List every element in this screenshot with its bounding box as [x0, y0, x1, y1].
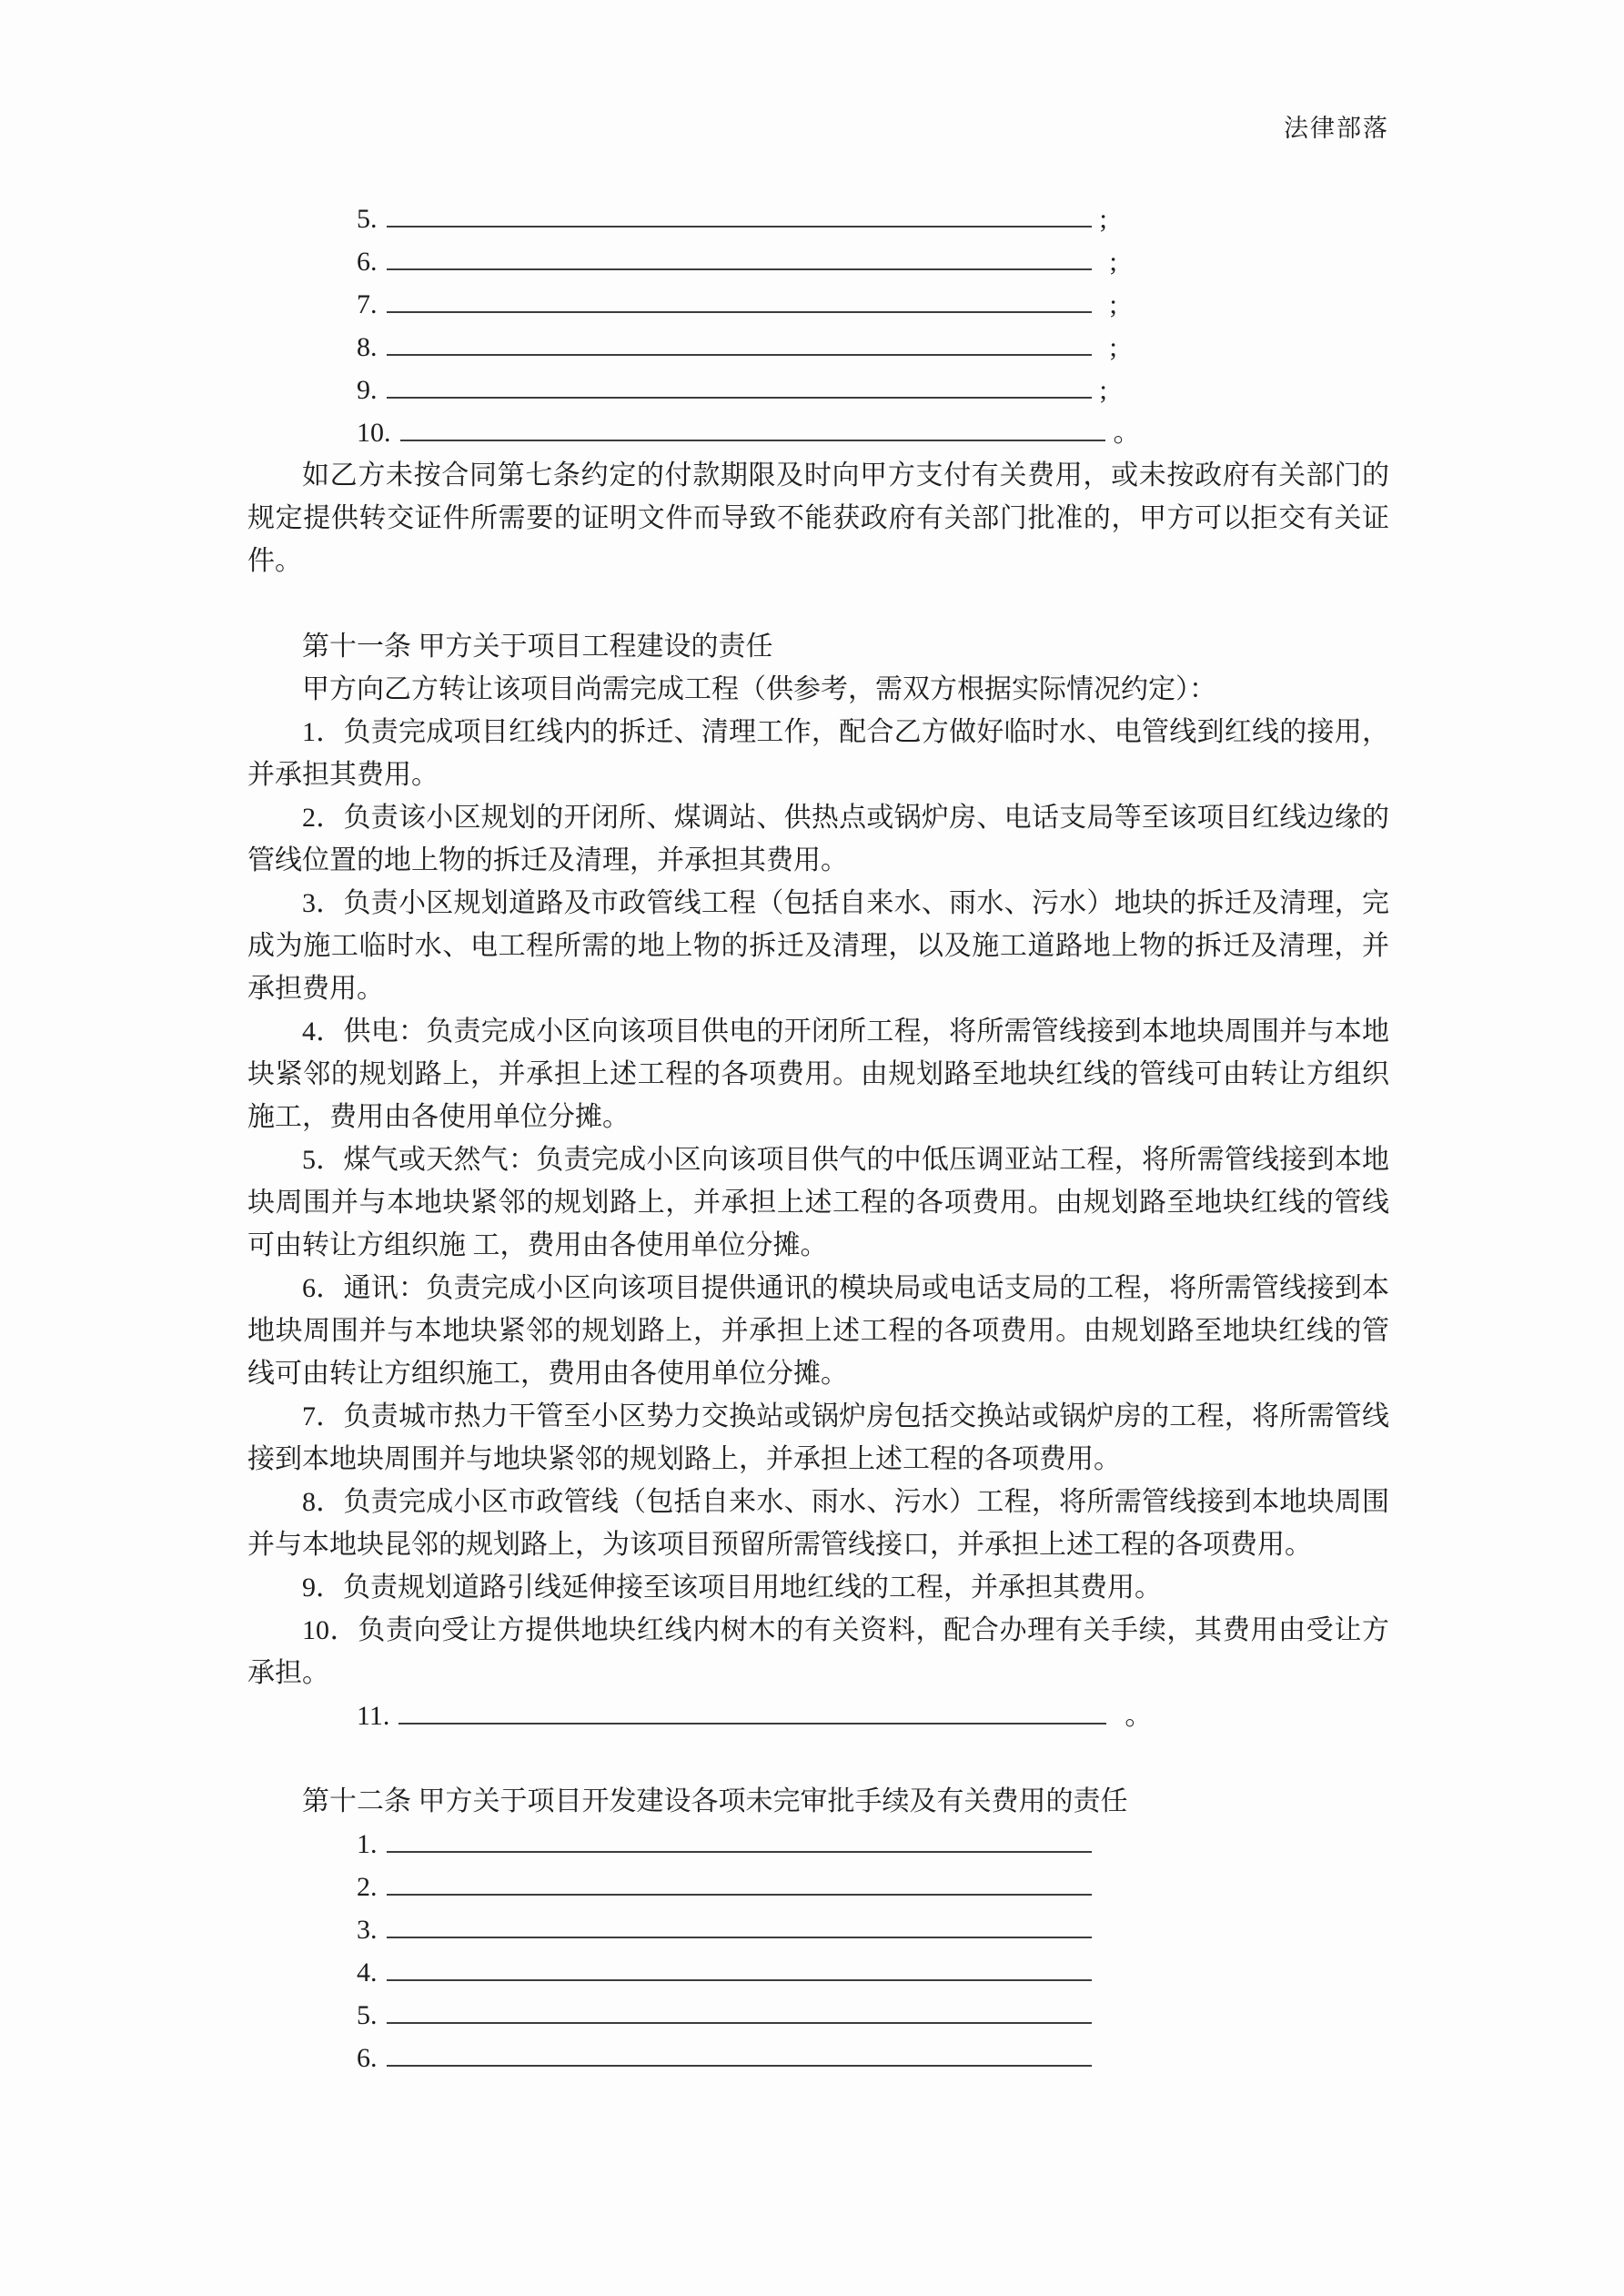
article11-item-7: 7．负责城市热力干管至小区势力交换站或锅炉房包括交换站或锅炉房的工程，将所需管线接到本地块周围并与地块紧邻的规划路上，并承担上述工程的各项费用。 — [247, 1401, 1389, 1474]
blank-number: 6. — [357, 247, 378, 277]
brand-label: 法律部落 — [1284, 115, 1389, 142]
article11-item-6: 6．通讯：负责完成小区向该项目提供通讯的模块局或电话支局的工程，将所需管线接到本地块周围并与本地块紧邻的规划路上，并承担上述工程的各项费用。由规划路至地块红线的管线可由转让方组织施工，费用由各使用单位分摊。 — [247, 1273, 1389, 1389]
blank-underline — [387, 284, 1092, 313]
blank-underline — [387, 2038, 1092, 2067]
blank-punctuation: ; — [1109, 332, 1117, 362]
blank-number: 5. — [357, 204, 378, 234]
article12-blank-line-5 — [247, 1994, 1389, 2037]
article11-heading: 第十一条 甲方关于项目工程建设的责任 — [302, 632, 773, 662]
blank-line-8 — [247, 326, 1389, 369]
blank-number: 3. — [357, 1915, 378, 1945]
blank-number: 6. — [357, 2043, 378, 2073]
blank-punctuation: ; — [1109, 247, 1117, 277]
article11-item-10: 10．负责向受让方提供地块红线内树木的有关资料，配合办理有关手续，其费用由受让方承担。 — [247, 1615, 1389, 1688]
article11-blank-line-11 — [247, 1694, 1389, 1737]
article11-item-4: 4．供电：负责完成小区向该项目供电的开闭所工程，将所需管线接到本地块周围并与本地块紧邻的规划路上，并承担上述工程的各项费用。由规划路至地块红线的管线可由转让方组织施工，费用由各使用单位分摊。 — [247, 1017, 1389, 1132]
blank-underline — [387, 369, 1092, 399]
blank-line-6 — [247, 240, 1389, 283]
blank-line-5 — [247, 197, 1389, 240]
article12-blank-line-1 — [247, 1823, 1389, 1866]
article12-blank-line-3 — [247, 1908, 1389, 1951]
blank-underline — [387, 1952, 1092, 1981]
blank-number: 4. — [357, 1957, 378, 1988]
blank-line-9 — [247, 369, 1389, 411]
article12-blank-line-2 — [247, 1866, 1389, 1908]
blank-underline — [387, 1824, 1092, 1853]
blank-underline — [387, 327, 1092, 356]
blank-number: 11. — [357, 1701, 390, 1731]
article11-item-5: 5．煤气或天然气：负责完成小区向该项目供气的中低压调亚站工程，将所需管线接到本地块周围并与本地块紧邻的规划路上，并承担上述工程的各项费用。由规划路至地块红线的管线可由转让方组织施 工，费用由各使用单位分摊。 — [247, 1145, 1389, 1260]
article11-item-3: 3．负责小区规划道路及市政管线工程（包括自来水、雨水、污水）地块的拆迁及清理，完成为施工临时水、电工程所需的地上物的拆迁及清理，以及施工道路地上物的拆迁及清理，并承担费用。 — [247, 888, 1389, 1004]
blank-number: 1. — [357, 1829, 378, 1859]
blank-underline — [387, 198, 1092, 228]
paragraph-payment-clause: 如乙方未按合同第七条约定的付款期限及时向甲方支付有关费用，或未按政府有关部门的规定提供转交证件所需要的证明文件而导致不能获政府有关部门批准的，甲方可以拒交有关证件。 — [247, 460, 1389, 576]
blank-punctuation: ; — [1109, 289, 1117, 319]
blank-number: 2. — [357, 1872, 378, 1902]
blank-number: 9. — [357, 375, 378, 405]
blank-line-7 — [247, 283, 1389, 326]
blank-punctuation: ; — [1099, 204, 1107, 234]
blank-punctuation: 。 — [1125, 1701, 1153, 1731]
blank-underline — [398, 1695, 1106, 1725]
blank-number: 7. — [357, 289, 378, 319]
blank-underline — [387, 241, 1092, 270]
blank-underline — [387, 1995, 1092, 2024]
article11-item-8: 8．负责完成小区市政管线（包括自来水、雨水、污水）工程，将所需管线接到本地块周围并与本地块昆邻的规划路上，为该项目预留所需管线接口，并承担上述工程的各项费用。 — [247, 1487, 1389, 1560]
article11-intro: 甲方向乙方转让该项目尚需完成工程（供参考，需双方根据实际情况约定）： — [302, 674, 1216, 704]
blank-number: 8. — [357, 332, 378, 362]
article12-heading: 第十二条 甲方关于项目开发建设各项未完审批手续及有关费用的责任 — [302, 1786, 1128, 1816]
blank-line-10 — [247, 411, 1389, 454]
article11-item-2: 2．负责该小区规划的开闭所、煤调站、供热点或锅炉房、电话支局等至该项目红线边缘的管线位置的地上物的拆迁及清理，并承担其费用。 — [247, 803, 1389, 875]
blank-underline — [400, 412, 1105, 441]
article12-blank-line-4 — [247, 1951, 1389, 1994]
blank-number: 5. — [357, 2000, 378, 2030]
article12-blank-line-6 — [247, 2037, 1389, 2079]
blank-underline — [387, 1909, 1092, 1938]
blank-number: 10. — [357, 418, 391, 448]
article11-item-9: 9．负责规划道路引线延伸接至该项目用地红线的工程，并承担其费用。 — [302, 1573, 1162, 1603]
blank-punctuation: ; — [1099, 375, 1107, 405]
blank-underline — [387, 1866, 1092, 1896]
article11-item-1: 1．负责完成项目红线内的拆迁、清理工作，配合乙方做好临时水、电管线到红线的接用，并承担其费用。 — [247, 717, 1389, 790]
blank-punctuation: 。 — [1113, 418, 1141, 448]
